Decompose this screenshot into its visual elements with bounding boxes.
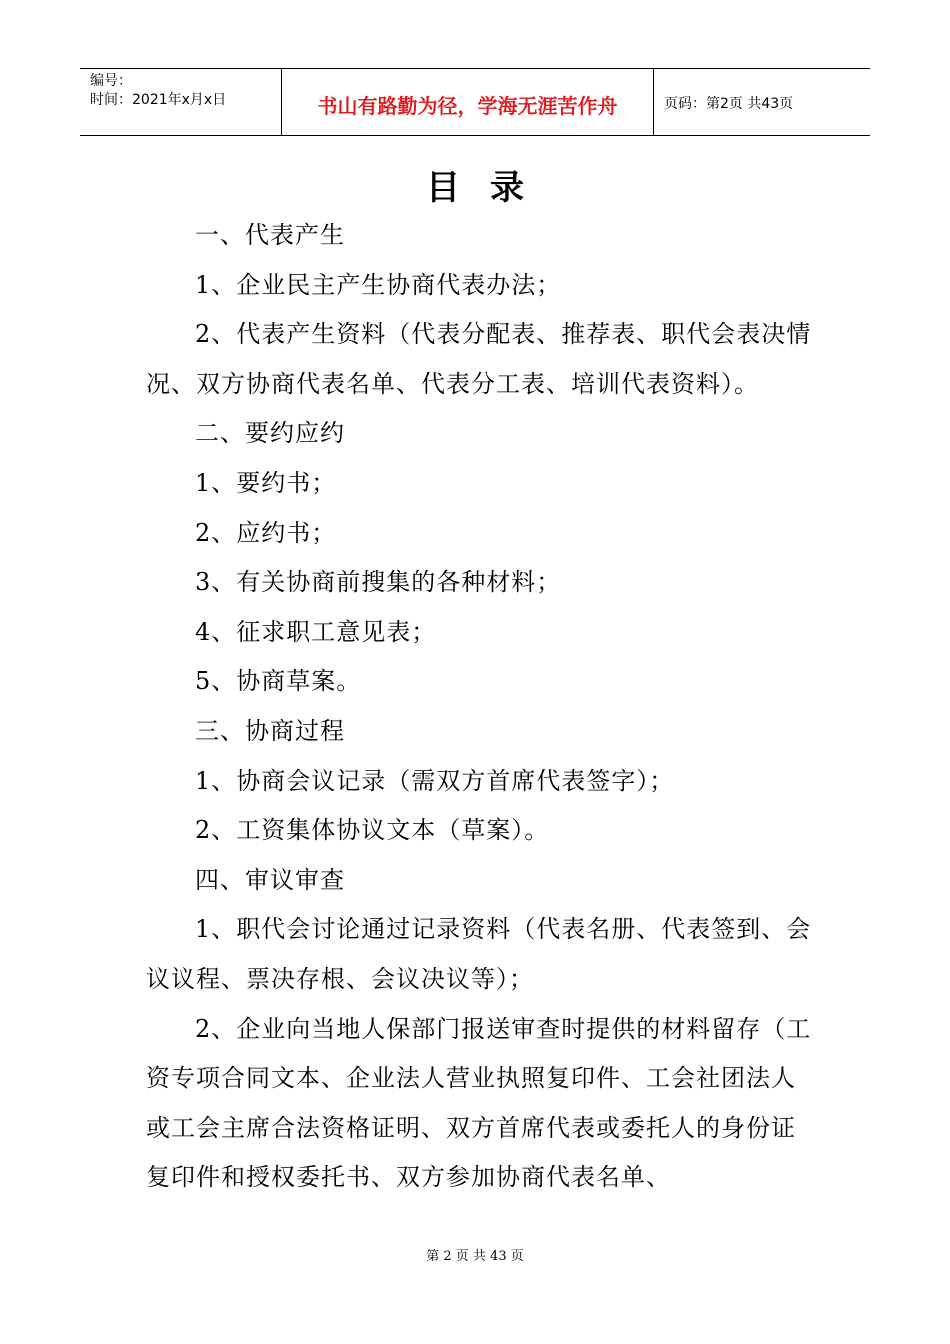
time-label: 时间：2021年x月x日 — [90, 92, 227, 108]
page-label: 页码：第2页 共43页 — [664, 96, 794, 112]
list-item: 1、职代会讨论通过记录资料（代表名册、代表签到、会议议程、票决存根、会议决议等）； — [146, 915, 812, 993]
motto-text: 书山有路勤为径，学海无涯苦作舟 — [317, 93, 618, 118]
list-item: 3、有关协商前搜集的各种材料； — [195, 568, 562, 597]
list-item: 5、协商草案。 — [195, 667, 362, 696]
section-heading-2: 二、要约应约 — [195, 419, 345, 448]
number-label: 编号： — [90, 73, 132, 89]
list-item: 1、要约书； — [195, 468, 337, 497]
document-header — [80, 68, 870, 136]
header-meta-cell — [80, 69, 282, 135]
header-motto-cell — [282, 69, 654, 135]
section-heading-1: 一、代表产生 — [195, 221, 345, 249]
page-footer: 第 2 页 共 43 页 — [426, 1249, 524, 1264]
list-item: 2、代表产生资料（代表分配表、推荐表、职代会表决情况、双方协商代表名单、代表分工表、培训代表资料）。 — [146, 320, 812, 398]
list-item: 4、征求职工意见表； — [195, 617, 437, 646]
list-item: 1、企业民主产生协商代表办法； — [195, 270, 562, 299]
list-item: 1、协商会议记录（需双方首席代表签字）； — [195, 766, 675, 795]
page-title: 目录 — [426, 168, 554, 208]
list-item: 2、企业向当地人保部门报送审查时提供的材料留存（工资专项合同文本、企业法人营业执照复印件、工会社团法人或工会主席合法资格证明、双方首席代表或委托人的身份证复印件和授权委托书、双方参加协商代表名单、 — [146, 1014, 812, 1192]
header-page-cell — [654, 69, 870, 135]
list-item: 2、应约书； — [195, 518, 337, 547]
document-body — [146, 211, 818, 1203]
section-heading-3: 三、协商过程 — [195, 716, 345, 745]
list-item: 2、工资集体协议文本（草案）。 — [195, 816, 550, 845]
section-heading-4: 四、审议审查 — [195, 865, 345, 894]
